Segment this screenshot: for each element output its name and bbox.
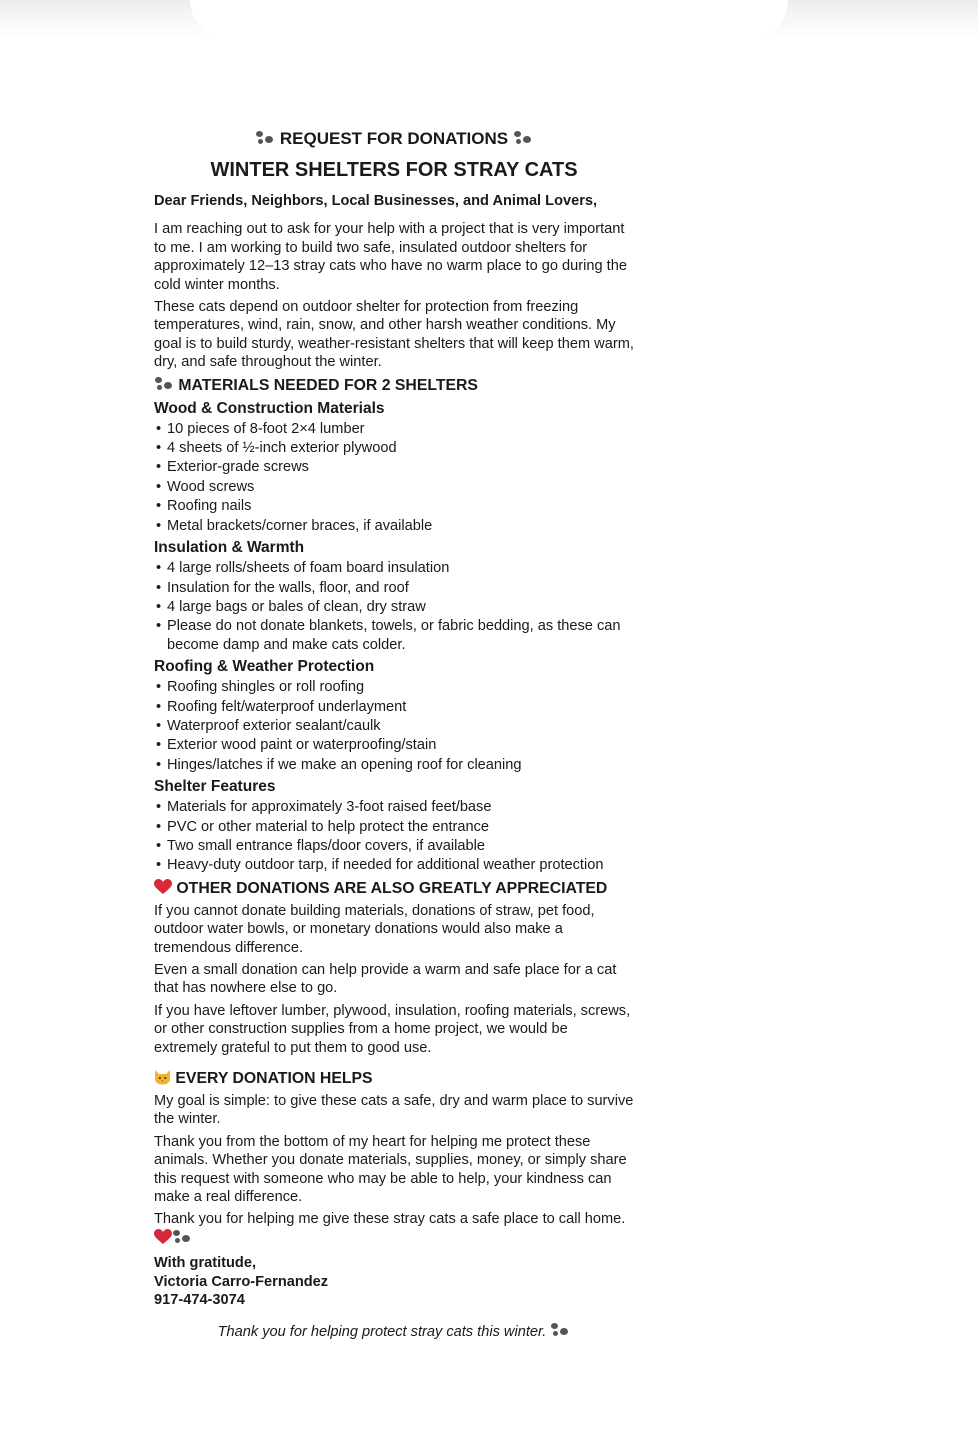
- list-item: • Exterior-grade screws: [154, 458, 634, 476]
- list-item: • Insulation for the walls, floor, and roof: [154, 579, 634, 597]
- every-paragraph: Thank you from the bottom of my heart for helping me protect these animals. Whether you donate materials, supplies, money, or simply share this request with someone who may be able to help, your kindness can make a real difference.: [154, 1133, 627, 1206]
- intro-paragraph: I am reaching out to ask for your help with a project that is very important to me. I am working to build two safe, insulated outdoor shelters for approximately 12–13 stray cats who have no warm place to go during the cold winter months.: [154, 221, 627, 293]
- signature-greeting: With gratitude,: [154, 1255, 257, 1272]
- other-paragraph: If you cannot donate building materials, donations of straw, pet food, outdoor water bowls, or monetary donations would also make a tremendous difference.: [154, 902, 595, 956]
- list-item: • Metal brackets/corner braces, if available: [154, 517, 634, 535]
- insulation-list: [154, 559, 634, 654]
- cat-face-icon: [154, 1069, 171, 1085]
- paw-prints-icon: [255, 130, 275, 146]
- signature-phone: 917-474-3074: [154, 1292, 245, 1309]
- group-title-roofing: Roofing & Weather Protection: [154, 658, 375, 676]
- list-item: • Roofing felt/waterproof underlayment: [154, 698, 634, 716]
- salutation: Dear Friends, Neighbors, Local Businesses, and Animal Lovers,: [154, 193, 598, 209]
- paw-prints-icon: [513, 130, 533, 146]
- list-item: • Please do not donate blankets, towels, or fabric bedding, as these can become damp and make cats colder.: [154, 617, 634, 654]
- every-paragraph: My goal is simple: to give these cats a safe, dry and warm place to survive the winter.: [154, 1093, 634, 1128]
- group-title-wood: Wood & Construction Materials: [154, 399, 385, 417]
- paw-prints-icon: [550, 1322, 570, 1338]
- list-item: • 10 pieces of 8-foot 2×4 lumber: [154, 420, 634, 438]
- list-item: • Hinges/latches if we make an opening roof for cleaning: [154, 756, 634, 774]
- list-item: • Wood screws: [154, 478, 634, 496]
- group-title-features: Shelter Features: [154, 778, 276, 796]
- other-donations-heading: OTHER DONATIONS ARE ALSO GREATLY APPRECIATED: [154, 879, 634, 899]
- signature-name: Victoria Carro-Fernandez: [154, 1273, 329, 1290]
- list-item: • Heavy-duty outdoor tarp, if needed for additional weather protection: [154, 856, 634, 874]
- paw-prints-icon: [172, 1229, 192, 1245]
- paw-prints-icon: [154, 376, 174, 392]
- intro-paragraph: These cats depend on outdoor shelter for protection from freezing temperatures, wind, rain, snow, and other harsh weather conditions. My goal is to build sturdy, weather-resistant shelters that will keep them warm, dry, and safe throughout the winter.: [154, 299, 634, 371]
- list-item: • Waterproof exterior sealant/caulk: [154, 717, 634, 735]
- features-list: [154, 798, 634, 875]
- other-paragraph: If you have leftover lumber, plywood, insulation, roofing materials, screws, or other construction supplies from a home project, we would be extremely grateful to put them to good use.: [154, 1002, 631, 1056]
- list-item: • 4 sheets of ½-inch exterior plywood: [154, 439, 634, 457]
- signature-block: [154, 1254, 634, 1309]
- list-item: • Two small entrance flaps/door covers, if available: [154, 837, 634, 855]
- list-item: • Exterior wood paint or waterproofing/stain: [154, 736, 634, 754]
- list-item: • 4 large rolls/sheets of foam board insulation: [154, 559, 634, 577]
- group-title-insulation: Insulation & Warmth: [154, 539, 305, 557]
- red-heart-icon: [154, 1229, 172, 1245]
- footer-note: Thank you for helping protect stray cats this winter.: [154, 1322, 634, 1341]
- title-text: REQUEST FOR DONATIONS: [279, 129, 509, 148]
- red-heart-icon: [154, 879, 172, 895]
- every-donation-heading: EVERY DONATION HELPS: [154, 1069, 634, 1089]
- top-shadow: [0, 0, 978, 40]
- closing-paragraph: Thank you for helping me give these stray cats a safe place to call home.: [154, 1210, 634, 1248]
- list-item: • Roofing shingles or roll roofing: [154, 678, 634, 696]
- list-item: • PVC or other material to help protect the entrance: [154, 818, 634, 836]
- list-item: • Roofing nails: [154, 497, 634, 515]
- other-paragraph: Even a small donation can help provide a warm and safe place for a cat that has nowhere else to go.: [154, 962, 617, 997]
- donation-letter: [154, 128, 634, 1341]
- list-item: • Materials for approximately 3-foot raised feet/base: [154, 798, 634, 816]
- list-item: • 4 large bags or bales of clean, dry straw: [154, 598, 634, 616]
- page-subtitle: WINTER SHELTERS FOR STRAY CATS: [210, 159, 578, 181]
- request-title: [154, 128, 634, 150]
- roofing-list: [154, 678, 634, 774]
- materials-heading: MATERIALS NEEDED FOR 2 SHELTERS: [154, 376, 634, 396]
- wood-list: [154, 420, 634, 535]
